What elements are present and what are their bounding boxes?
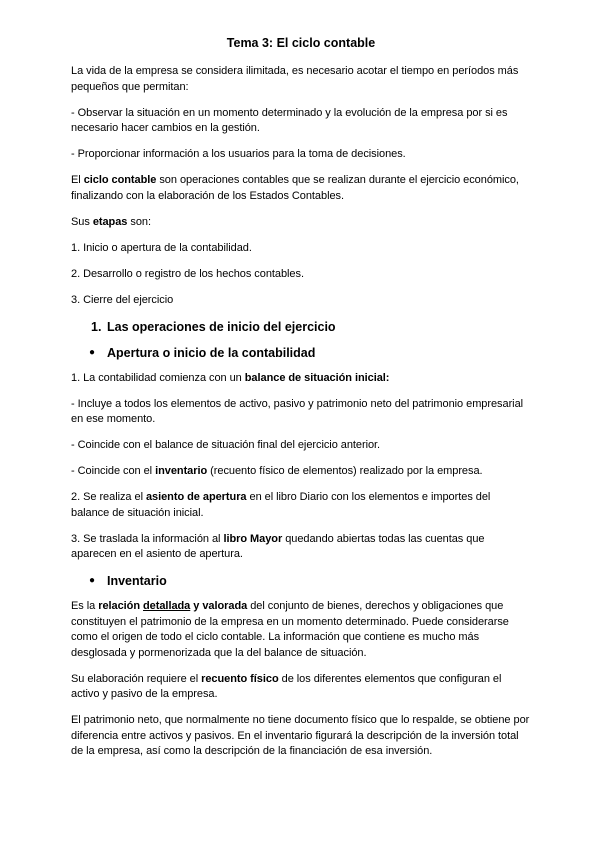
term-ciclo-contable: ciclo contable [83,174,157,186]
subheading-apertura: ● Apertura o inicio de la contabilidad [89,345,316,360]
term-etapas: etapas [92,215,128,228]
term-balance-inicial: balance de situación inicial: [244,371,390,384]
coincide-inventario-paragraph: - Coincide con el inventario (recuento físico de elementos) realizado por la empresa. [71,465,483,477]
term-valorada: y valorada [190,600,248,612]
term-asiento-apertura: asiento de apertura [145,491,247,503]
bullet-icon: ● [89,346,96,358]
bullet-icon: ● [89,575,96,586]
definition-paragraph: El ciclo contable son operaciones contables que se realizan durante el ejercicio económico, finalizando con la elaboración de los Estados Contables. [71,174,519,202]
etapas-paragraph: Sus etapas son: [71,215,151,228]
term-detallada: detallada [143,600,191,612]
coincide-balance-paragraph: - Coincide con el balance de situación final del ejercicio anterior. [71,439,381,451]
provide-paragraph: - Proporcionar información a los usuarios para la toma de decisiones. [71,148,406,160]
term-relacion: relación [98,600,144,612]
step-item: 1. Inicio o apertura de la contabilidad. [71,241,252,254]
inventario-definition-paragraph: Es la relación detallada y valorada del conjunto de bienes, derechos y obligaciones que constituyen el patrimonio de la empresa en un momento determinado. Puede considerarse como el origen de todo el ciclo contable. La información que contiene es mucho más desglosada y pormenorizada que la del balance de situación. [71,600,509,659]
subheading-inventario: ● Inventario [89,574,167,588]
document-title: Tema 3: El ciclo contable [226,36,376,50]
document-page [71,36,531,770]
step-item: 2. Desarrollo o registro de los hechos contables. [71,267,304,280]
section-heading-operaciones: 1. Las operaciones de inicio del ejercicio [91,319,336,334]
balance-paragraph: 1. La contabilidad comienza con un balance de situación inicial: [71,371,390,384]
asiento-paragraph: 2. Se realiza el asiento de apertura en el libro Diario con los elementos e importes del balance de situación inicial. [71,491,491,519]
term-inventario: inventario [155,465,208,477]
step-item: 3. Cierre del ejercicio [71,293,174,306]
intro-paragraph: La vida de la empresa se considera ilimitada, es necesario acotar el tiempo en períodos más pequeños que permitan: [71,65,519,93]
patrimonio-paragraph: El patrimonio neto, que normalmente no tiene documento físico que lo respalde, se obtiene por diferencia entre activos y pasivos. En el inventario figurará la descripción de la inversión total de la empresa, así como la descripción de la financiación de esa inversión. [71,714,530,757]
term-recuento-fisico: recuento físico [201,672,279,685]
term-libro-mayor: libro Mayor [223,532,283,545]
observe-paragraph: - Observar la situación en un momento determinado y la evolución de la empresa por si es necesario hacer cambios en la gestión. [71,106,508,134]
mayor-paragraph: 3. Se traslada la información al libro Mayor quedando abiertas todas las cuentas que aparecen en el asiento de apertura. [71,532,485,560]
recuento-paragraph: Su elaboración requiere el recuento físico de los diferentes elementos que configuran el activo y pasivo de la empresa. [71,672,502,700]
list-number: 1. [91,319,102,334]
incluye-paragraph: - Incluye a todos los elementos de activo, pasivo y patrimonio neto del patrimonio empresarial en ese momento. [71,397,524,425]
